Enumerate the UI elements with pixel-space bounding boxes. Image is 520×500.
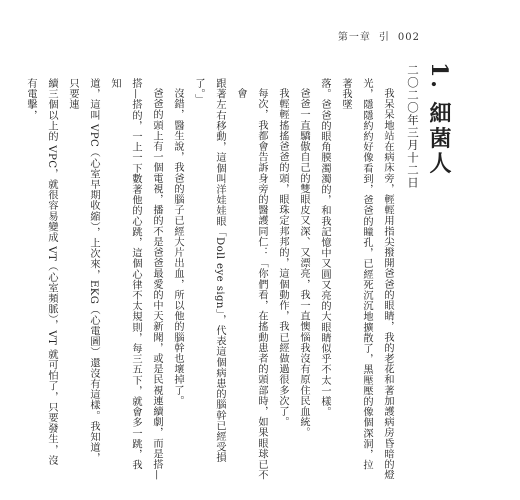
body-text [20,78,398,481]
text-column: 道，這叫 VPC（心室早期收縮），上次來，EKG（心電圖）還沒有這樣。我知道，只要連 [67,78,99,464]
chapter-title: 1. 細菌人 [426,62,452,177]
text-column: 爸爸一直驕傲自己的雙眼皮又深、又漂亮，我一直懊惱我沒有原住民血統。 [298,88,309,438]
text-column: 爸爸的頭上有一個電視，播的不是爸爸最愛的中天新聞，或是民視連續劇，而是搭— [151,88,162,481]
text-column: 搭—搭的，一上一下數著他的心跳，這個心律不太規則，每三五下，就會多一跳，我知 [109,78,141,471]
text-column: 續三個以上的 VPC，就很容易變成 VT（心室頻脈），VT 就可怕了，只要發生，沒有電擊， [25,78,57,466]
text-column: 我輕輕搖搖爸爸的頭，眼珠定邦邦的，這個動作，我已經做過很多次了。 [277,88,288,428]
text-column: 落。爸爸的眼角膜濁濁的，和我記憶中又圓又亮的大眼睛似乎不太一樣。 [319,78,330,418]
text-column: 光，隱隱約約好像看到，爸爸的瞳孔，已經死沉沉地擴散了，黑壓壓的像個深洞，拉著我墜 [340,78,372,471]
header-section: 引 [378,32,390,43]
text-column: 跟著左右移動，這個叫洋娃娃眼「Doll eye sign」，代表這個病患的腦幹已經受損了。」 [193,78,225,463]
running-header [338,28,420,43]
chapter-date: 二〇二〇年三月十二日 [406,64,420,189]
chapter-heading [407,62,451,189]
text-column: 沒錯，醫生說，我爸的腦子已經大片出血，所以他的腦幹也壞掉了。 [172,88,183,406]
header-chapter: 第一章 [337,32,371,43]
text-column: 每次，我都會告訴身旁的醫護同仁：「你們看，在搖動患者的頭部時，如果眼球已不會 [235,88,267,481]
text-column: 我呆呆地站在病床旁，輕輕用指尖撥開爸爸的眼睛，我的老花和著加護病房昏暗的燈 [382,88,393,481]
page-number: 002 [397,32,420,43]
